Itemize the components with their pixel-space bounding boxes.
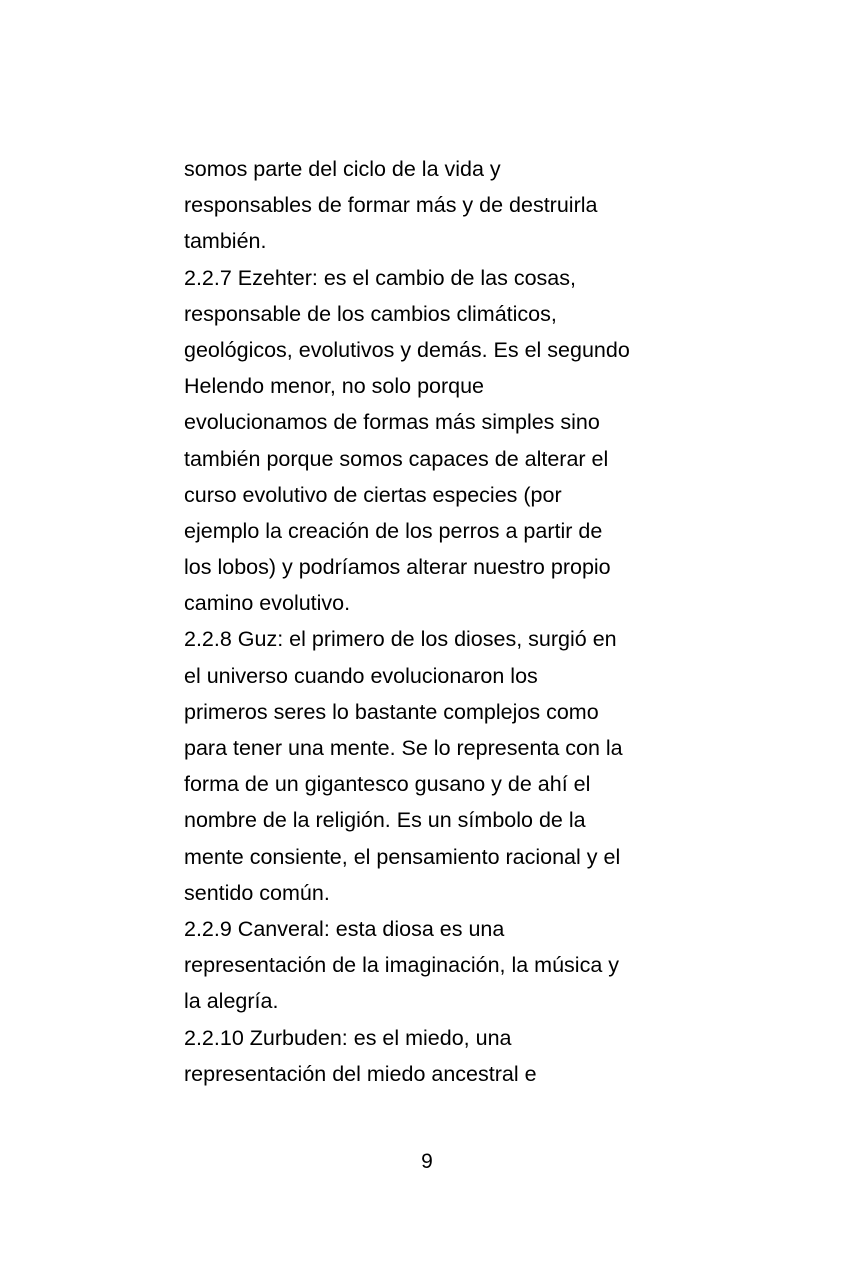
text-line: 2.2.9 Canveral: esta diosa es una bbox=[184, 916, 505, 941]
text-line: geológicos, evolutivos y demás. Es el segundo bbox=[184, 337, 630, 362]
text-line: 2.2.8 Guz: el primero de los dioses, surgió en bbox=[184, 627, 617, 652]
text-line: 2.2.10 Zurbuden: es el miedo, una bbox=[184, 1025, 512, 1050]
text-line: los lobos) y podríamos alterar nuestro propio bbox=[184, 555, 611, 580]
text-line: el universo cuando evolucionaron los bbox=[184, 663, 538, 688]
text-line: ejemplo la creación de los perros a partir de bbox=[184, 518, 603, 543]
text-line: nombre de la religión. Es un símbolo de la bbox=[184, 808, 586, 833]
text-line: 2.2.7 Ezehter: es el cambio de las cosas, bbox=[184, 265, 576, 290]
text-line: la alegría. bbox=[184, 989, 279, 1014]
text-line: representación de la imaginación, la música y bbox=[184, 953, 620, 978]
text-line: también. bbox=[184, 229, 267, 254]
text-line: mente consiente, el pensamiento racional y el bbox=[184, 844, 621, 869]
text-line: forma de un gigantesco gusano y de ahí el bbox=[184, 772, 591, 797]
text-line: Helendo menor, no solo porque bbox=[184, 374, 485, 399]
text-line: responsable de los cambios climáticos, bbox=[184, 301, 557, 326]
text-line: curso evolutivo de ciertas especies (por bbox=[184, 482, 562, 507]
text-line: somos parte del ciclo de la vida y bbox=[184, 157, 501, 181]
body-text bbox=[184, 151, 684, 1092]
text-line: también porque somos capaces de alterar el bbox=[184, 446, 609, 471]
page-number: 9 bbox=[421, 1150, 433, 1173]
text-line: sentido común. bbox=[184, 880, 330, 905]
text-line: primeros seres lo bastante complejos como bbox=[184, 699, 599, 724]
text-line: para tener una mente. Se lo representa con la bbox=[184, 736, 623, 760]
text-line: representación del miedo ancestral e bbox=[184, 1061, 537, 1086]
text-line: camino evolutivo. bbox=[184, 591, 351, 616]
text-line: responsables de formar más y de destruirla bbox=[184, 193, 598, 218]
text-line: evolucionamos de formas más simples sino bbox=[184, 410, 600, 435]
